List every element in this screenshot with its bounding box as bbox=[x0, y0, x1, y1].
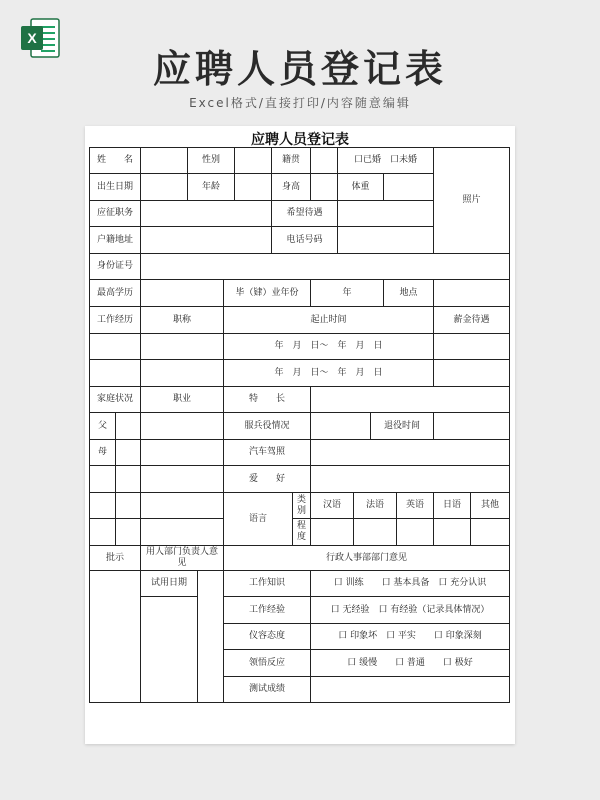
label-trial-date: 试用日期 bbox=[140, 570, 198, 597]
lang-english[interactable]: 英语 bbox=[396, 492, 434, 519]
lang-chinese-degree[interactable] bbox=[310, 518, 354, 546]
label-phone: 电话号码 bbox=[271, 226, 338, 254]
label-specialty: 特 长 bbox=[223, 386, 311, 413]
lang-japanese-degree[interactable] bbox=[433, 518, 471, 546]
label-job-title: 职称 bbox=[140, 306, 224, 334]
label-eval-test: 测试成绩 bbox=[223, 676, 311, 703]
label-grad-year: 毕（肄）业年份 bbox=[223, 279, 311, 307]
label-dept-head: 用人部门负责人意见 bbox=[140, 545, 224, 571]
label-family: 家庭状况 bbox=[89, 386, 141, 413]
label-instruction: 批示 bbox=[89, 545, 141, 571]
field-id[interactable] bbox=[140, 253, 510, 280]
label-military: 服兵役情况 bbox=[223, 412, 311, 440]
lang-english-degree[interactable] bbox=[396, 518, 434, 546]
photo-box[interactable]: 照片 bbox=[433, 147, 510, 254]
label-father: 父 bbox=[89, 412, 116, 440]
field-discharge[interactable] bbox=[433, 412, 510, 440]
eval-test-field[interactable] bbox=[310, 676, 510, 703]
field-location[interactable] bbox=[433, 279, 510, 307]
field-salary-expect[interactable] bbox=[337, 200, 434, 227]
label-origin: 籍贯 bbox=[271, 147, 311, 174]
field-position[interactable] bbox=[140, 200, 272, 227]
field-specialty[interactable] bbox=[310, 386, 510, 413]
field-period-2[interactable]: 年 月 日～ 年 月 日 bbox=[223, 359, 434, 387]
form-title: 应聘人员登记表 bbox=[251, 132, 349, 148]
family-extra-1b[interactable] bbox=[115, 465, 141, 493]
label-name: 姓 名 bbox=[89, 147, 141, 174]
field-address[interactable] bbox=[140, 226, 272, 254]
lang-french[interactable]: 法语 bbox=[353, 492, 397, 519]
eval-knowledge-options[interactable]: 口 训练 口 基本具备 口 充分认识 bbox=[310, 570, 510, 597]
work-exp-cell[interactable] bbox=[89, 359, 141, 387]
field-period-1[interactable]: 年 月 日～ 年 月 日 bbox=[223, 333, 434, 360]
label-license: 汽车驾照 bbox=[223, 439, 311, 466]
field-birth[interactable] bbox=[140, 173, 188, 201]
label-eval-appearance: 仪容态度 bbox=[223, 623, 311, 650]
label-id: 身份证号 bbox=[89, 253, 141, 280]
field-hobby[interactable] bbox=[310, 465, 510, 493]
label-period: 起止时间 bbox=[223, 306, 434, 334]
field-job-title-2[interactable] bbox=[140, 359, 224, 387]
lang-other-degree[interactable] bbox=[470, 518, 510, 546]
field-gender[interactable] bbox=[234, 147, 272, 174]
family-extra-2b[interactable] bbox=[115, 492, 141, 519]
label-address: 户籍地址 bbox=[89, 226, 141, 254]
label-language: 语言 bbox=[223, 492, 293, 546]
page-title: 应聘人员登记表 bbox=[152, 47, 447, 91]
label-height: 身高 bbox=[271, 173, 311, 201]
family-extra-1c[interactable] bbox=[140, 465, 224, 493]
field-education[interactable] bbox=[140, 279, 224, 307]
page-subtitle: Excel格式/直接打印/内容随意编辑 bbox=[189, 96, 411, 110]
label-location: 地点 bbox=[383, 279, 434, 307]
field-trial-date[interactable] bbox=[140, 596, 198, 703]
field-father-job[interactable] bbox=[140, 412, 224, 440]
field-dept-opinion[interactable] bbox=[197, 570, 224, 703]
family-extra-1[interactable] bbox=[89, 465, 116, 493]
label-hobby: 爱 好 bbox=[223, 465, 311, 493]
label-eval-experience: 工作经验 bbox=[223, 596, 311, 624]
family-extra-3b[interactable] bbox=[115, 518, 141, 546]
label-position: 应征职务 bbox=[89, 200, 141, 227]
label-mother: 母 bbox=[89, 439, 116, 466]
lang-japanese[interactable]: 日语 bbox=[433, 492, 471, 519]
field-weight[interactable] bbox=[383, 173, 434, 201]
field-origin[interactable] bbox=[310, 147, 338, 174]
label-lang-category: 类别 bbox=[292, 492, 311, 519]
eval-appearance-options[interactable]: 口 印象坏 口 平实 口 印象深刻 bbox=[310, 623, 510, 650]
field-instruction[interactable] bbox=[89, 570, 141, 703]
label-education: 最高学历 bbox=[89, 279, 141, 307]
label-age: 年龄 bbox=[187, 173, 235, 201]
label-work-exp: 工作经历 bbox=[89, 306, 141, 334]
family-extra-2[interactable] bbox=[89, 492, 116, 519]
eval-response-options[interactable]: 口 缓慢 口 普通 口 极好 bbox=[310, 649, 510, 677]
label-weight: 体重 bbox=[337, 173, 384, 201]
label-salary: 薪金待遇 bbox=[433, 306, 510, 334]
label-salary-expect: 希望待遇 bbox=[271, 200, 338, 227]
label-lang-degree: 程度 bbox=[292, 518, 311, 546]
label-eval-knowledge: 工作知识 bbox=[223, 570, 311, 597]
field-height[interactable] bbox=[310, 173, 338, 201]
field-grad-year[interactable]: 年 bbox=[310, 279, 384, 307]
field-phone[interactable] bbox=[337, 226, 434, 254]
label-birth: 出生日期 bbox=[89, 173, 141, 201]
marital-status[interactable]: 口已婚 口未婚 bbox=[337, 147, 434, 174]
field-mother-job[interactable] bbox=[140, 439, 224, 466]
label-hr-opinion: 行政人事部部门意见 bbox=[223, 545, 510, 571]
field-name[interactable] bbox=[140, 147, 188, 174]
lang-chinese[interactable]: 汉语 bbox=[310, 492, 354, 519]
work-exp-cell[interactable] bbox=[89, 333, 141, 360]
family-extra-3[interactable] bbox=[89, 518, 116, 546]
field-salary-2[interactable] bbox=[433, 359, 510, 387]
field-military[interactable] bbox=[310, 412, 371, 440]
field-age[interactable] bbox=[234, 173, 272, 201]
lang-other[interactable]: 其他 bbox=[470, 492, 510, 519]
family-extra-3c[interactable] bbox=[140, 518, 224, 546]
eval-experience-options[interactable]: 口 无经验 口 有经验（记录具体情况） bbox=[310, 596, 510, 624]
excel-icon-letter: X bbox=[27, 30, 37, 46]
label-eval-response: 领悟反应 bbox=[223, 649, 311, 677]
label-gender: 性别 bbox=[187, 147, 235, 174]
field-mother-name[interactable] bbox=[115, 439, 141, 466]
field-salary-1[interactable] bbox=[433, 333, 510, 360]
field-job-title-1[interactable] bbox=[140, 333, 224, 360]
field-license[interactable] bbox=[310, 439, 510, 466]
lang-french-degree[interactable] bbox=[353, 518, 397, 546]
family-extra-2c[interactable] bbox=[140, 492, 224, 519]
field-father-name[interactable] bbox=[115, 412, 141, 440]
label-occupation: 职业 bbox=[140, 386, 224, 413]
label-discharge: 退役时间 bbox=[370, 412, 434, 440]
